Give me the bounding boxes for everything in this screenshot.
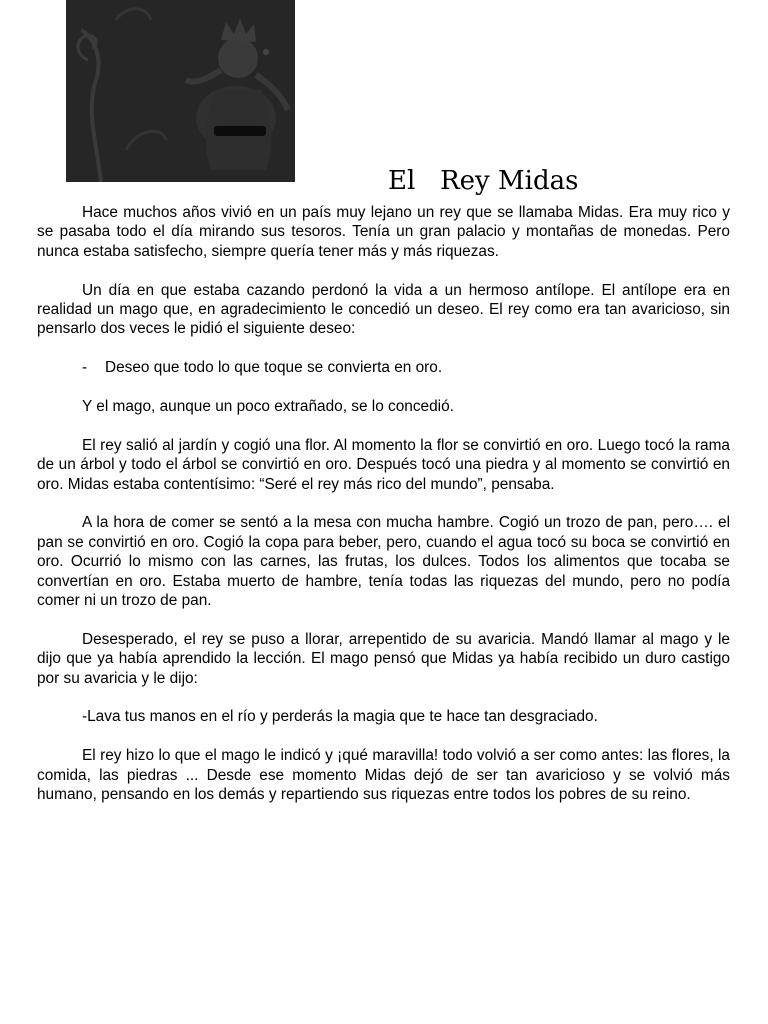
wish-list-item bbox=[37, 358, 730, 377]
paragraph-5: A la hora de comer se sentó a la mesa con mucha hambre. Cogió un trozo de pan, pero…. el pan se convirtió en oro. Cogió la copa para beber, pero, cuando el agua tocó su boca se convirtió en oro. Ocurrió lo mismo con las carnes, las frutas, los dulces. Todos los alimentos que tocaba se convertían en oro. Estaba muerto de hambre, tenía todas las riquezas del mundo, pero no podía comer ni un trozo de pan. bbox=[37, 514, 730, 610]
paragraph-6: Desesperado, el rey se puso a llorar, arrepentido de su avaricia. Mandó llamar al mago y le dijo que ya había aprendido la lección. El mago pensó que Midas ya había recibido un duro castigo por su avaricia y le dijo: bbox=[37, 630, 730, 687]
paragraph-4: El rey salió al jardín y cogió una flor. Al momento la flor se convirtió en oro. Luego tocó la rama de un árbol y todo el árbol se convirtió en oro. Después tocó una piedra y al momento se convirtió en oro. Midas estaba contentísimo: “Seré el rey más rico del mundo”, pensaba. bbox=[37, 436, 730, 493]
king-illustration-icon bbox=[66, 0, 295, 182]
story-title: El Rey Midas bbox=[388, 166, 579, 196]
list-dash: - bbox=[82, 359, 88, 377]
paragraph-1: Hace muchos años vivió en un país muy lejano un rey que se llamaba Midas. Era muy rico y se pasaba todo el día mirando sus tesoros. Tenía un gran palacio y montañas de monedas. Pero nunca estaba satisfecho, siempre quería tener más y más riquezas. bbox=[37, 204, 730, 260]
paragraph-7: -Lava tus manos en el río y perderás la magia que te hace tan desgraciado. bbox=[82, 708, 598, 726]
paragraph-3: Y el mago, aunque un poco extrañado, se lo concedió. bbox=[82, 398, 454, 416]
wish-text: Deseo que todo lo que toque se convierta en oro. bbox=[105, 359, 443, 377]
paragraph-8: El rey hizo lo que el mago le indicó y ¡qué maravilla! todo volvió a ser como antes: las flores, la comida, las piedras ... Desde ese momento Midas dejó de ser tan avaricioso y se volvió más humano, pensando en los demás y repartiendo sus riquezas entre todos los pobres de su reino. bbox=[37, 747, 730, 804]
king-midas-illustration bbox=[66, 0, 295, 182]
story-body bbox=[37, 203, 730, 824]
paragraph-2: Un día en que estaba cazando perdonó la vida a un hermoso antílope. El antílope era en realidad un mago que, en agradecimiento le concedió un deseo. El rey como era tan avaricioso, sin pensarlo dos veces le pidió el siguiente deseo: bbox=[37, 281, 730, 338]
